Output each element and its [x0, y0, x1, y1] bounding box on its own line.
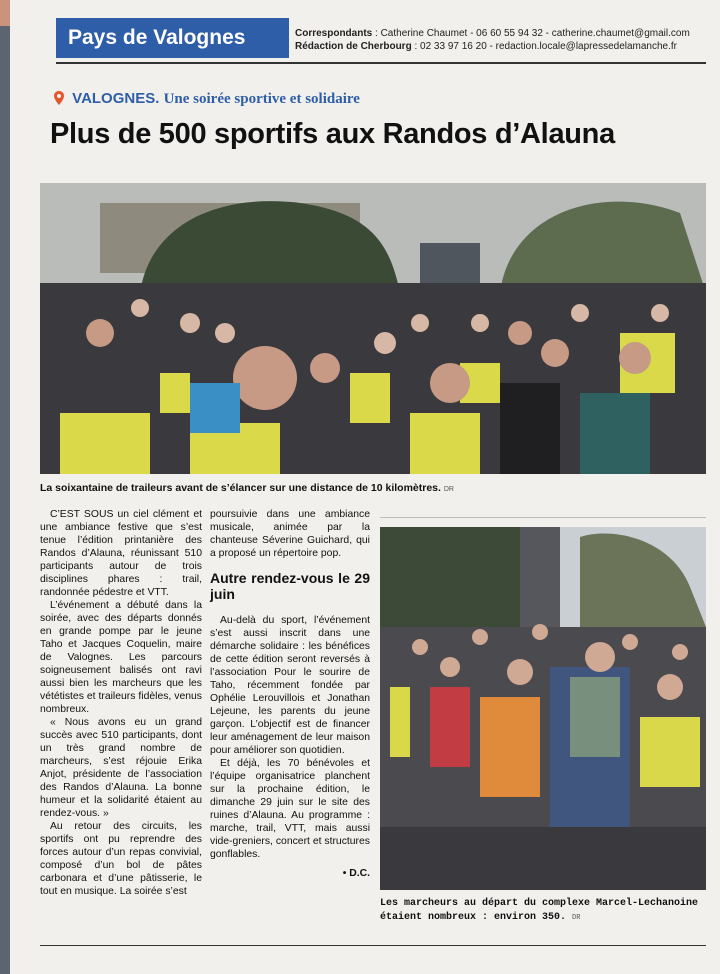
- paragraph: Et déjà, les 70 bénévoles et l’équipe organisatrice planchent sur la prochaine édition, le dimanche 29 juin sur le site des ruines d’Alauna. Au programme : marche, trail, VTT, mais aussi vide-greniers, concert et structures gonflables.: [210, 758, 370, 860]
- newspaper-page: [10, 0, 720, 974]
- photo2-caption: [380, 897, 710, 925]
- header-rule: [56, 62, 706, 64]
- photo2-credit: DR: [572, 914, 581, 922]
- paragraph: L’événement a débuté dans la soirée, avec des départs donnés en grande pompe par le jeune Taho et Jacques Coquelin, maire de Valognes. Les parcours soigneusement balisés ont ravi aussi bien les marcheurs que les vététistes et traileurs fidèles, venus nombreux.: [40, 600, 202, 715]
- kicker-city: VALOGNES.: [72, 90, 160, 107]
- contacts: [295, 27, 690, 53]
- kicker-subtitle: Une soirée sportive et solidaire: [163, 91, 360, 107]
- correspondents-label: Correspondants: [295, 28, 373, 39]
- photo2-caption-text: Les marcheurs au départ du complexe Marcel-Lechanoine étaient nombreux : environ 350.: [380, 898, 699, 923]
- photo1-caption: [40, 481, 454, 497]
- location-pin-icon: [54, 91, 64, 105]
- photo2-top-rule: [380, 517, 706, 518]
- kicker: [54, 90, 360, 108]
- headline: Plus de 500 sportifs aux Randos d’Alauna: [50, 118, 615, 150]
- photo-traileurs: [40, 183, 706, 474]
- paragraph: Au retour des circuits, les sportifs ont pu reprendre des forces autour d’un repas convivial, composé d’un bol de pâtes carbonara et d’une pâtisserie, le tout en musique. La soirée s’est: [40, 821, 202, 897]
- article-column-1: [40, 508, 202, 898]
- newsroom-value: : 02 33 97 16 20 - redaction.locale@lapressedelamanche.fr: [414, 41, 678, 52]
- photo-marcheurs: [380, 527, 706, 890]
- paragraph: « Nous avons eu un grand succès avec 510 participants, dont un très grand nombre de marcheurs, s’est réjouie Erika Anjot, présidente de l’association des Randos d’Alauna. La bonne humeur et la solidarité étaient au rendez-vous. »: [40, 717, 202, 819]
- subheading: Autre rendez-vous le 29 juin: [210, 570, 370, 602]
- newsroom-label: Rédaction de Cherbourg: [295, 41, 412, 52]
- section-tag: Pays de Valognes: [56, 18, 289, 58]
- paragraph: Au-delà du sport, l’événement s’est aussi inscrit dans une démarche solidaire : les bénéfices de cette édition seront reversés à l’association Pour le sourire de Taho, récemment fondée par Ophélie Lerouvillois et Jonathan Lejeune, les parents du jeune garçon. L’objectif est de financer leur aménagement de leur maison pour améliorer son quotidien.: [210, 615, 370, 756]
- article-column-2: [210, 508, 370, 880]
- footer-rule: [40, 945, 706, 946]
- photo1-caption-text: La soixantaine de traileurs avant de s’élancer sur une distance de 10 kilomètres.: [40, 482, 441, 494]
- photo1-credit: DR: [443, 486, 454, 493]
- paragraph: C’EST SOUS un ciel clément et une ambiance festive que s’est tenue l’édition printanière des Randos d’Alauna, réunissant 510 participants autour de trois disciplines phares : trail, randonnée pédestre et VTT.: [40, 509, 202, 598]
- correspondents-value: : Catherine Chaumet - 06 60 55 94 32 - catherine.chaumet@gmail.com: [375, 28, 690, 39]
- byline: • D.C.: [342, 868, 370, 879]
- paragraph: poursuivie dans une ambiance musicale, animée par la chanteuse Séverine Guichard, qui a proposé un répertoire pop.: [210, 509, 370, 559]
